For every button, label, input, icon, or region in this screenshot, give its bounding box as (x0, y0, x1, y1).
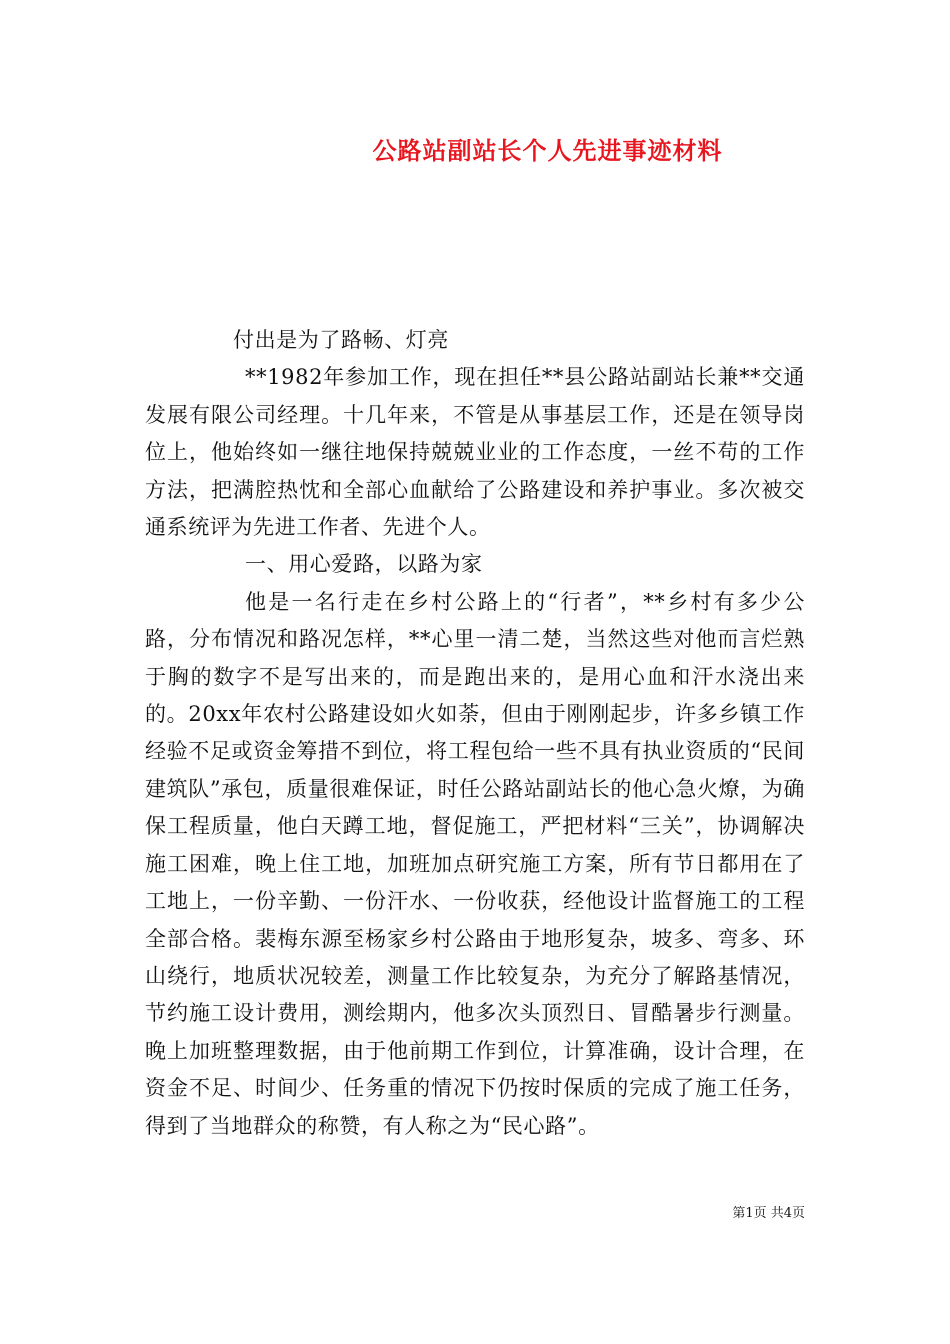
paragraph-section-one: 他是一名行走在乡村公路上的“行者”，**乡村有多少公路，分布情况和路况怎样，**心里一清二楚，当然这些对他而言烂熟于胸的数字不是写出来的，而是跑出来的，是用心血和汗水浇出来的。20xx年农村公路建设如火如荼，但由于刚刚起步，许多乡镇工作经验不足或资金筹措不到位，将工程包给一些不具有执业资质的“民间建筑队”承包，质量很难保证，时任公路站副站长的他心急火燎，为确保工程质量，他白天蹲工地，督促施工，严把材料“三关”，协调解决施工困难，晚上住工地，加班加点研究施工方案，所有节日都用在了工地上，一份辛勤、一份汗水、一份收获，经他设计监督施工的工程全部合格。裴梅东源至杨家乡村公路由于地形复杂，坡多、弯多、环山绕行，地质状况较差，测量工作比较复杂，为充分了解路基情况，节约施工设计费用，测绘期内，他多次头顶烈日、冒酷暑步行测量。晚上加班整理数据，由于他前期工作到位，计算准确，设计合理，在资金不足、时间少、任务重的情况下仍按时保质的完成了施工任务，得到了当地群众的称赞，有人称之为“民心路”。 (145, 589, 805, 1138)
paragraph-intro: **1982年参加工作，现在担任**县公路站副站长兼**交通发展有限公司经理。十几年来，不管是从事基层工作，还是在领导岗位上，他始终如一继往地保持兢兢业业的工作态度，一丝不苟的工作方法，把满腔热忱和全部心血献给了公路建设和养护事业。多次被交通系统评为先进工作者、先进个人。 (145, 365, 805, 540)
section-heading: 一、用心爱路，以路为家 (245, 552, 483, 577)
document-body (145, 322, 805, 1145)
document-title: 公路站副站长个人先进事迹材料 (372, 136, 723, 165)
page-footer: 第1页 共4页 (732, 1206, 805, 1221)
document-subtitle: 付出是为了路畅、灯亮 (233, 328, 449, 352)
